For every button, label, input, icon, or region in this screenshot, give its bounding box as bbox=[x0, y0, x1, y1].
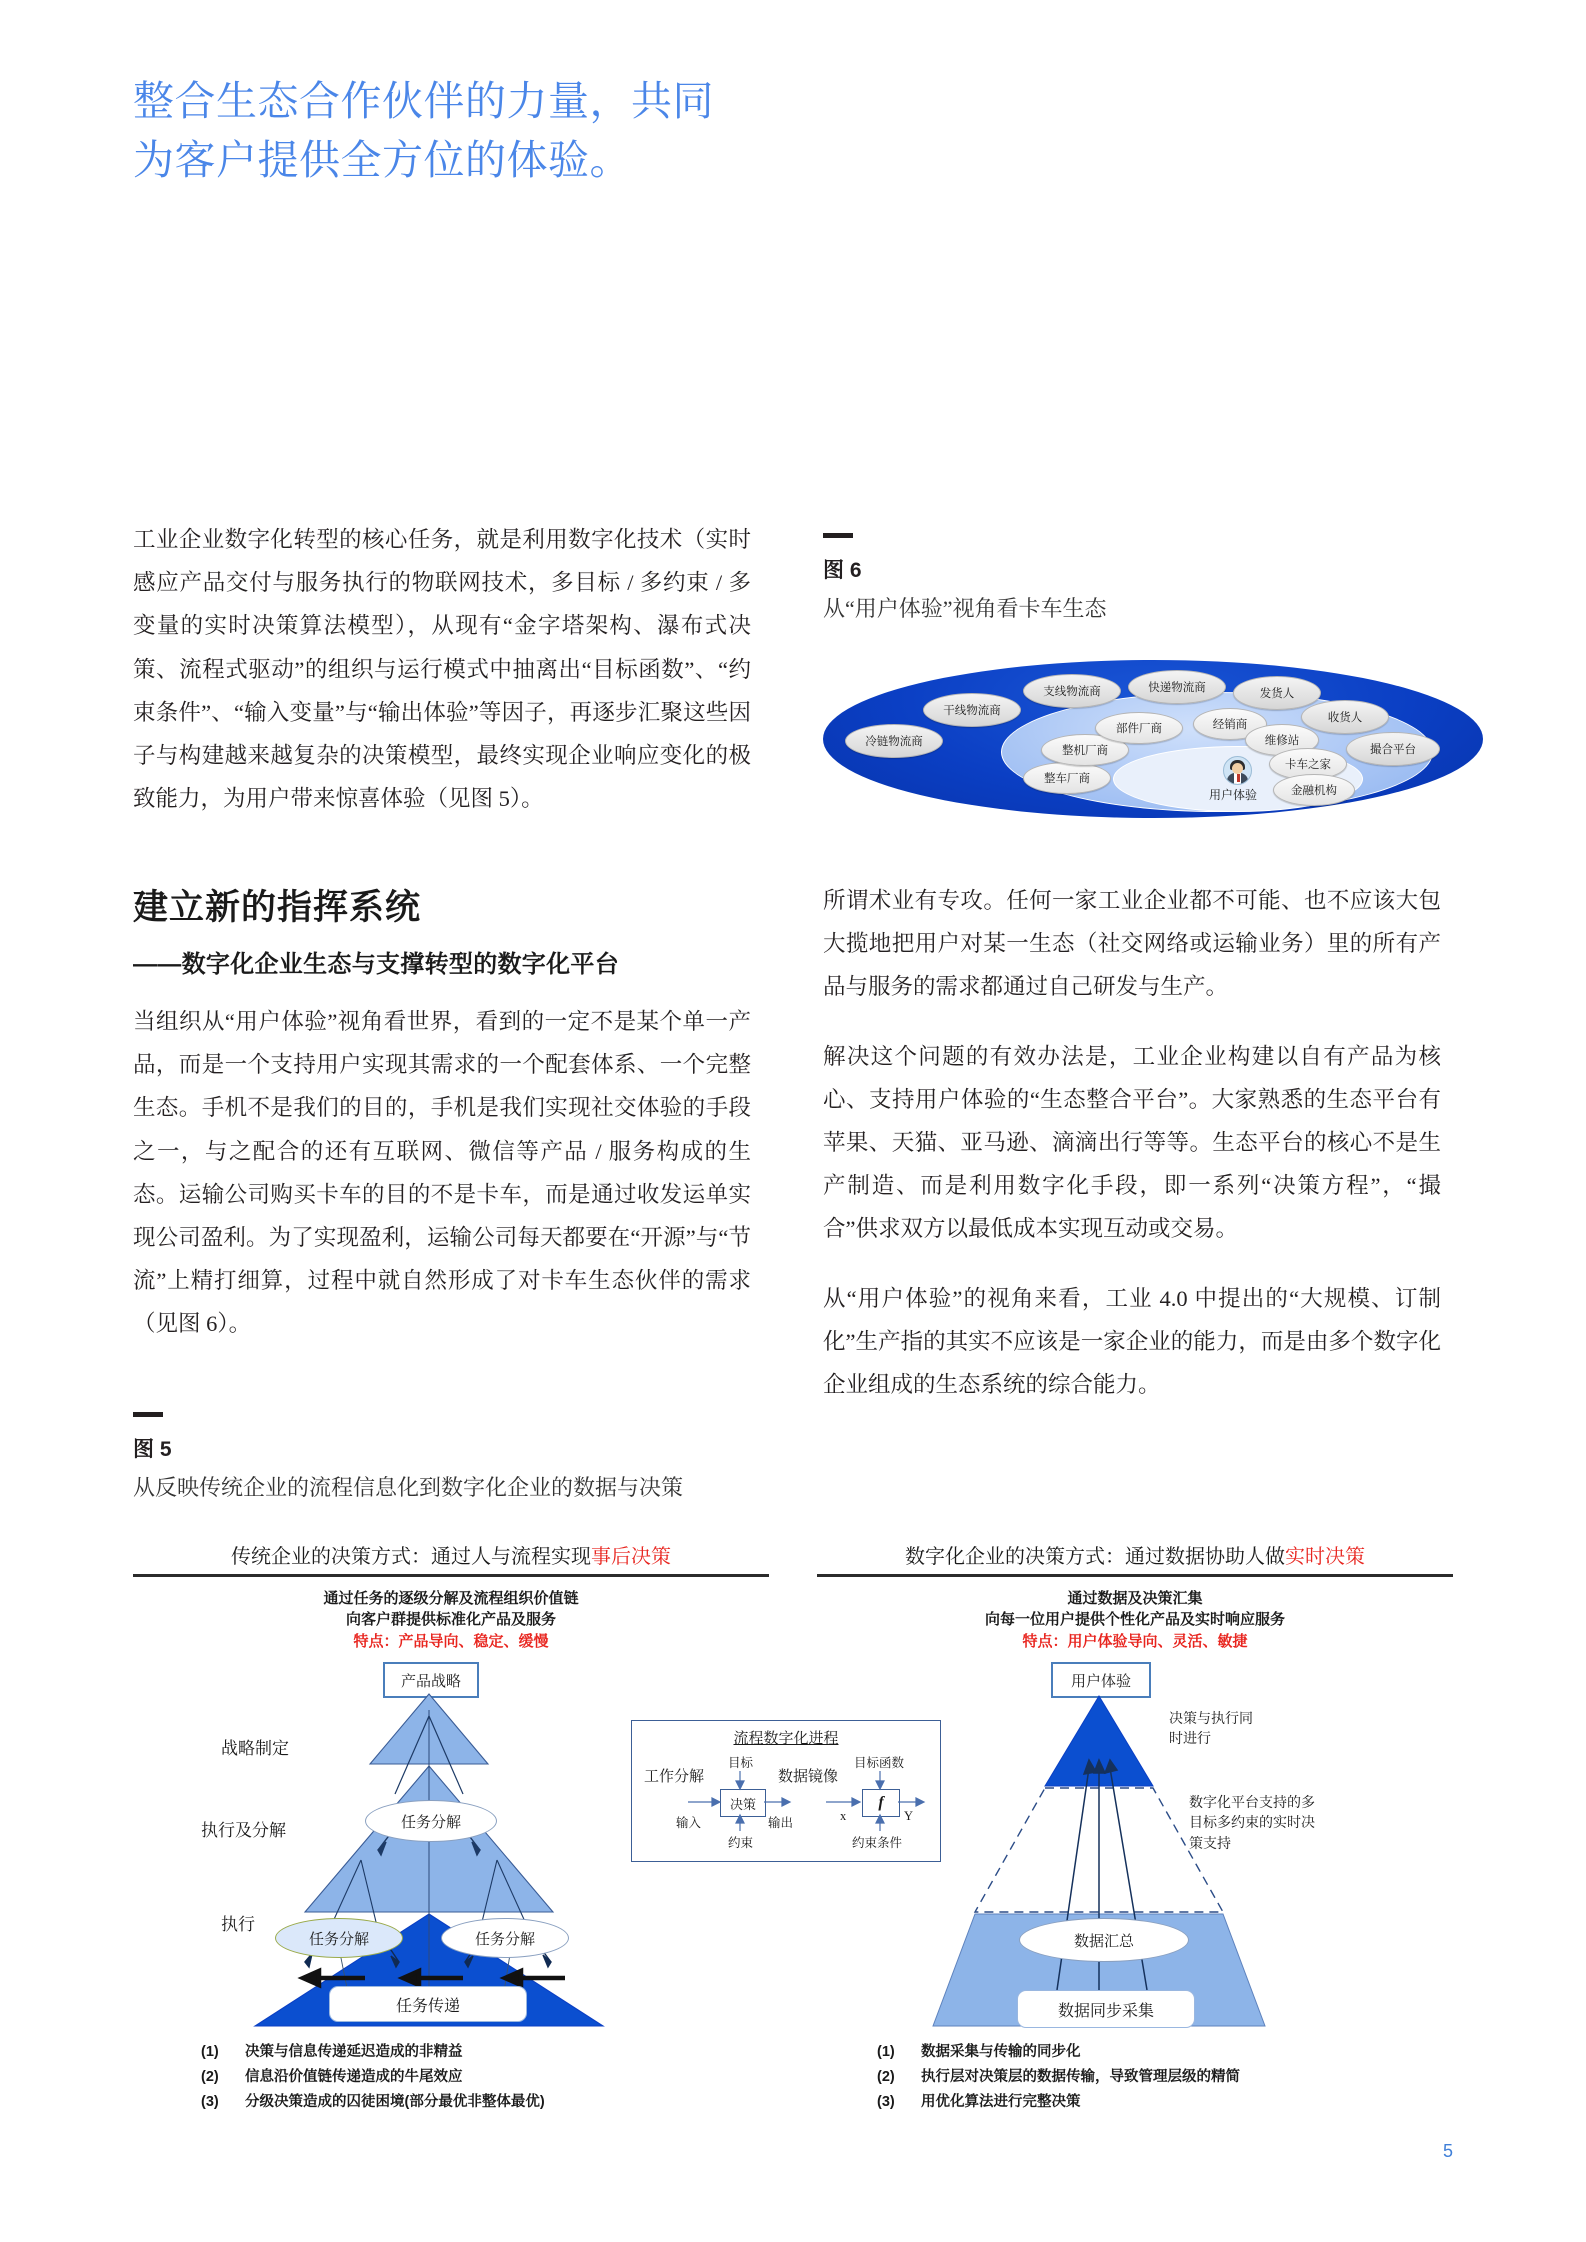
note-text: 分级决策造成的囚徒困境(部分最优非整体最优) bbox=[245, 2093, 545, 2110]
node-service-station: 维修站 bbox=[1245, 724, 1319, 756]
section-heading-block bbox=[133, 880, 753, 979]
page-number: 5 bbox=[1442, 2141, 1453, 2161]
figure5-diagram bbox=[133, 1540, 1453, 2110]
subtitle-line-3 bbox=[133, 1631, 769, 1652]
subtitle-line-3 bbox=[817, 1631, 1453, 1652]
node-express: 快递物流商 bbox=[1128, 670, 1226, 704]
inset-title: 流程数字化进程 bbox=[733, 1731, 839, 1747]
left-oval-middle: 任务分解 bbox=[365, 1800, 497, 1842]
left-oval-bottom-right: 任务分解 bbox=[441, 1918, 569, 1958]
title-text: 数字化企业的决策方式：通过数据协助人做 bbox=[905, 1546, 1285, 1568]
title-text: 传统企业的决策方式：通过人与流程实现 bbox=[231, 1546, 591, 1568]
figure6-ecosystem-diagram bbox=[823, 660, 1483, 818]
title-highlight: 事后决策 bbox=[591, 1546, 671, 1568]
figure5-right-subtitle bbox=[817, 1588, 1453, 1652]
inset-left-bottom: 约束 bbox=[728, 1836, 754, 1850]
left-column-paragraph-1 bbox=[133, 518, 751, 846]
title-divider bbox=[133, 1574, 769, 1577]
node-cold-chain: 冷链物流商 bbox=[845, 724, 943, 758]
note-text: 决策与信息传递延迟造成的非精益 bbox=[245, 2044, 463, 2060]
inset-left-caption: 工作分解 bbox=[644, 1769, 705, 1785]
note-text: 数据采集与传输的同步化 bbox=[921, 2044, 1081, 2060]
paragraph: 所谓术业有专攻。任何一家工业企业都不可能、也不应该大包大揽地把用户对某一生态（社交网络或运输业务）里的所有产品与服务的需求都通过自己研发与生产。 bbox=[823, 888, 1441, 1000]
features-value: 产品导向、稳定、缓慢 bbox=[398, 1632, 549, 1650]
node-consignee: 收货人 bbox=[1301, 700, 1389, 734]
inset-right-bottom: 约束条件 bbox=[852, 1836, 903, 1850]
right-pyramid-svg bbox=[817, 1690, 1453, 2090]
node-branch-line: 支线物流商 bbox=[1023, 674, 1121, 708]
title-highlight: 实时决策 bbox=[1285, 1546, 1365, 1568]
right-top-box: 用户体验 bbox=[1051, 1662, 1151, 1698]
inset-right-output: Y bbox=[904, 1809, 914, 1823]
inset-left-box: 决策 bbox=[720, 1789, 766, 1817]
right-note-mid: 数字化平台支持的多 目标多约束的实时决 策支持 bbox=[1189, 1794, 1315, 1851]
paragraph: 当组织从“用户体验”视角看世界，看到的一定不是某个单一产品，而是一个支持用户实现其需求的一个配套体系、一个完整生态。手机不是我们的目的，手机是我们实现社交体验的手段之一，与之配合的还有互联网、微信等产品 / 服务构成的生态。运输公司购买卡车的目的不是卡车，而是通过收发运单实现公司盈利。为了实现盈利，运输公司每天都要在“开源”与“节流”上精打细算，过程中就自然形成了对卡车生态伙伴的需求（见图 6）。 bbox=[133, 1009, 751, 1337]
figure5-right-title bbox=[817, 1540, 1453, 1569]
figure6-number: 图 6 bbox=[823, 559, 862, 582]
figure5-caption bbox=[133, 1412, 683, 1502]
left-tier-label-2: 执行及分解 bbox=[201, 1821, 286, 1840]
right-oval-data-summary: 数据汇总 bbox=[1019, 1918, 1189, 1962]
node-trunk-line: 干线物流商 bbox=[923, 693, 1021, 727]
note-index: (3) bbox=[877, 2093, 895, 2110]
note-index: (1) bbox=[201, 2044, 219, 2060]
note-item bbox=[201, 2040, 761, 2065]
figure5-right-panel bbox=[817, 1540, 1453, 2110]
left-top-box: 产品战略 bbox=[383, 1662, 479, 1698]
right-notes-list bbox=[877, 2040, 1457, 2115]
node-dealer: 经销商 bbox=[1193, 708, 1267, 740]
subtitle-line-1: 通过数据及决策汇集 bbox=[1067, 1590, 1203, 1607]
note-item bbox=[877, 2040, 1457, 2065]
note-item bbox=[201, 2065, 761, 2090]
node-machine-oem: 整机厂商 bbox=[1041, 734, 1129, 766]
subtitle-line-1: 通过任务的逐级分解及流程组织价值链 bbox=[323, 1590, 579, 1607]
left-notes-list bbox=[201, 2040, 761, 2115]
inset-left-input: 输入 bbox=[676, 1816, 702, 1830]
caption-rule bbox=[823, 533, 853, 538]
node-parts-supplier: 部件厂商 bbox=[1095, 712, 1183, 744]
figure5-number: 图 5 bbox=[133, 1438, 172, 1461]
node-truck-home: 卡车之家 bbox=[1269, 748, 1347, 780]
note-index: (2) bbox=[877, 2068, 895, 2085]
inset-left-output: 输出 bbox=[768, 1816, 794, 1830]
left-tier-label-3: 执行 bbox=[221, 1915, 255, 1934]
left-column-paragraph-2 bbox=[133, 1000, 751, 1372]
subtitle-line-2: 向客户群提供标准化产品及服务 bbox=[345, 1611, 556, 1629]
title-divider bbox=[817, 1574, 1453, 1577]
inset-right-caption: 数据镜像 bbox=[778, 1769, 839, 1785]
features-label: 特点： bbox=[1022, 1632, 1068, 1650]
subtitle-line-2: 向每一位用户提供个性化产品及实时响应服务 bbox=[984, 1611, 1285, 1629]
node-vehicle-oem: 整车厂商 bbox=[1023, 762, 1111, 794]
note-item bbox=[877, 2065, 1457, 2090]
inset-right-box: f bbox=[862, 1789, 900, 1817]
inset-left-top: 目标 bbox=[728, 1756, 754, 1770]
figure5-left-title bbox=[133, 1540, 769, 1569]
node-financial-inst: 金融机构 bbox=[1273, 774, 1355, 806]
note-index: (2) bbox=[201, 2068, 219, 2085]
note-text: 信息沿价值链传递造成的牛尾效应 bbox=[245, 2068, 463, 2085]
features-label: 特点： bbox=[353, 1632, 399, 1650]
figure5-description: 从反映传统企业的流程信息化到数字化企业的数据与决策 bbox=[133, 1475, 684, 1500]
left-bottom-box: 任务传递 bbox=[329, 1986, 527, 2022]
node-shipper: 发货人 bbox=[1233, 676, 1321, 710]
left-tier-label-1: 战略制定 bbox=[221, 1739, 289, 1758]
left-oval-bottom-left: 任务分解 bbox=[275, 1918, 403, 1958]
figure6-caption bbox=[823, 533, 1107, 623]
figure5-left-subtitle bbox=[133, 1588, 769, 1652]
note-item bbox=[201, 2090, 761, 2115]
right-note-top: 决策与执行同 时进行 bbox=[1169, 1710, 1253, 1747]
right-column-text bbox=[823, 879, 1441, 1432]
paragraph: 工业企业数字化转型的核心任务，就是利用数字化技术（实时感应产品交付与服务执行的物联网技术，多目标 / 多约束 / 多变量的实时决策算法模型），从现有“金字塔架构、瀑布式决策、流程式驱动”的组织与运行模式中抽离出“目标函数”、“约束条件”、“输入变量”与“输出体验”等因子，再逐步汇聚这些因子与构建越来越复杂的决策模型，最终实现企业响应变化的极致能力，为用户带来惊喜体验（见图 5）。 bbox=[133, 527, 751, 812]
section-subheading: ——数字化企业生态与支撑转型的数字化平台 bbox=[133, 951, 619, 978]
paragraph: 解决这个问题的有效办法是，工业企业构建以自有产品为核心、支持用户体验的“生态整合平台”。大家熟悉的生态平台有苹果、天猫、亚马逊、滴滴出行等等。生态平台的核心不是生产制造、而是利用数字化手段，即一系列“决策方程”，“撮合”供求双方以最低成本实现互动或交易。 bbox=[823, 1043, 1441, 1242]
features-value: 用户体验导向、灵活、敏捷 bbox=[1067, 1632, 1248, 1650]
figure6-center-label: 用户体验 bbox=[1209, 788, 1258, 802]
note-text: 用优化算法进行完整决策 bbox=[921, 2093, 1081, 2110]
inset-right-top: 目标函数 bbox=[854, 1756, 905, 1770]
section-heading: 建立新的指挥系统 bbox=[133, 888, 422, 927]
inset-right-input: x bbox=[840, 1809, 847, 1823]
note-text: 执行层对决策层的数据传输，导致管理层级的精简 bbox=[921, 2068, 1240, 2085]
note-index: (3) bbox=[201, 2093, 219, 2110]
figure6-description: 从“用户体验”视角看卡车生态 bbox=[823, 596, 1107, 621]
user-avatar-icon bbox=[1223, 756, 1252, 785]
right-bottom-box: 数据同步采集 bbox=[1017, 1990, 1195, 2028]
note-index: (1) bbox=[877, 2044, 895, 2060]
note-item bbox=[877, 2090, 1457, 2115]
paragraph: 从“用户体验”的视角来看，工业 4.0 中提出的“大规模、订制化”生产指的其实不应该是一家企业的能力，而是由多个数字化企业组成的生态系统的综合能力。 bbox=[823, 1285, 1441, 1397]
page-headline: 整合生态合作伙伴的力量，共同 为客户提供全方位的体验。 bbox=[133, 78, 714, 184]
node-matching: 撮合平台 bbox=[1346, 732, 1440, 766]
caption-rule bbox=[133, 1412, 163, 1417]
